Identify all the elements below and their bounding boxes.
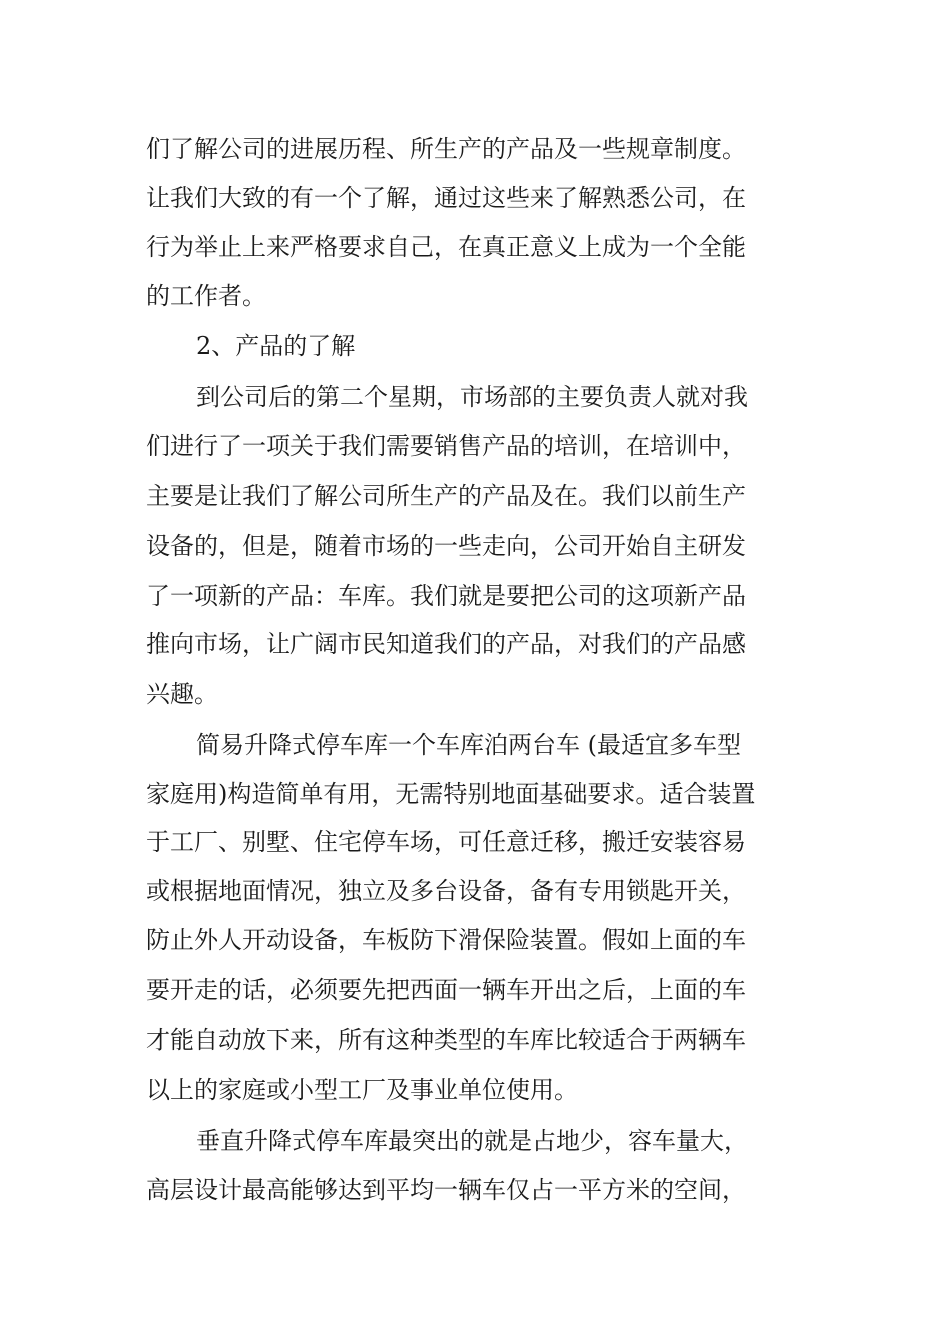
text-line: 们进行了一项关于我们需要销售产品的培训，在培训中， xyxy=(146,432,746,460)
section-heading: 2、产品的了解 xyxy=(196,332,356,360)
text-line: 主要是让我们了解公司所生产的产品及在。我们以前生产 xyxy=(146,482,746,510)
text-line: 的工作者。 xyxy=(146,282,266,310)
text-line: 设备的，但是，随着市场的一些走向，公司开始自主研发 xyxy=(146,532,746,560)
text-line: 到公司后的第二个星期，市场部的主要负责人就对我 xyxy=(196,383,748,411)
text-line: 高层设计最高能够达到平均一辆车仅占一平方米的空间， xyxy=(146,1176,746,1204)
text-line: 于工厂、别墅、住宅停车场，可任意迁移，搬迁安装容易 xyxy=(146,828,746,856)
text-line: 行为举止上来严格要求自己，在真正意义上成为一个全能 xyxy=(146,233,746,261)
text-line: 简易升降式停车库一个车库泊两台车 (最适宜多车型 xyxy=(196,731,741,759)
text-line: 才能自动放下来，所有这种类型的车库比较适合于两辆车 xyxy=(146,1026,746,1054)
text-line: 垂直升降式停车库最突出的就是占地少，容车量大， xyxy=(196,1127,748,1155)
text-line: 或根据地面情况，独立及多台设备，备有专用锁匙开关， xyxy=(146,877,746,905)
text-line: 以上的家庭或小型工厂及事业单位使用。 xyxy=(146,1076,578,1104)
text-line: 让我们大致的有一个了解，通过这些来了解熟悉公司，在 xyxy=(146,184,746,212)
text-line: 兴趣。 xyxy=(146,680,218,708)
text-line: 们了解公司的进展历程、所生产的产品及一些规章制度。 xyxy=(146,135,746,163)
text-line: 推向市场，让广阔市民知道我们的产品，对我们的产品感 xyxy=(146,630,746,658)
text-line: 防止外人开动设备，车板防下滑保险装置。假如上面的车 xyxy=(146,926,746,954)
text-line: 要开走的话，必须要先把西面一辆车开出之后，上面的车 xyxy=(146,976,746,1004)
text-line: 了一项新的产品：车库。我们就是要把公司的这项新产品 xyxy=(146,582,746,610)
text-line: 家庭用)构造简单有用，无需特别地面基础要求。适合装置 xyxy=(146,780,756,808)
